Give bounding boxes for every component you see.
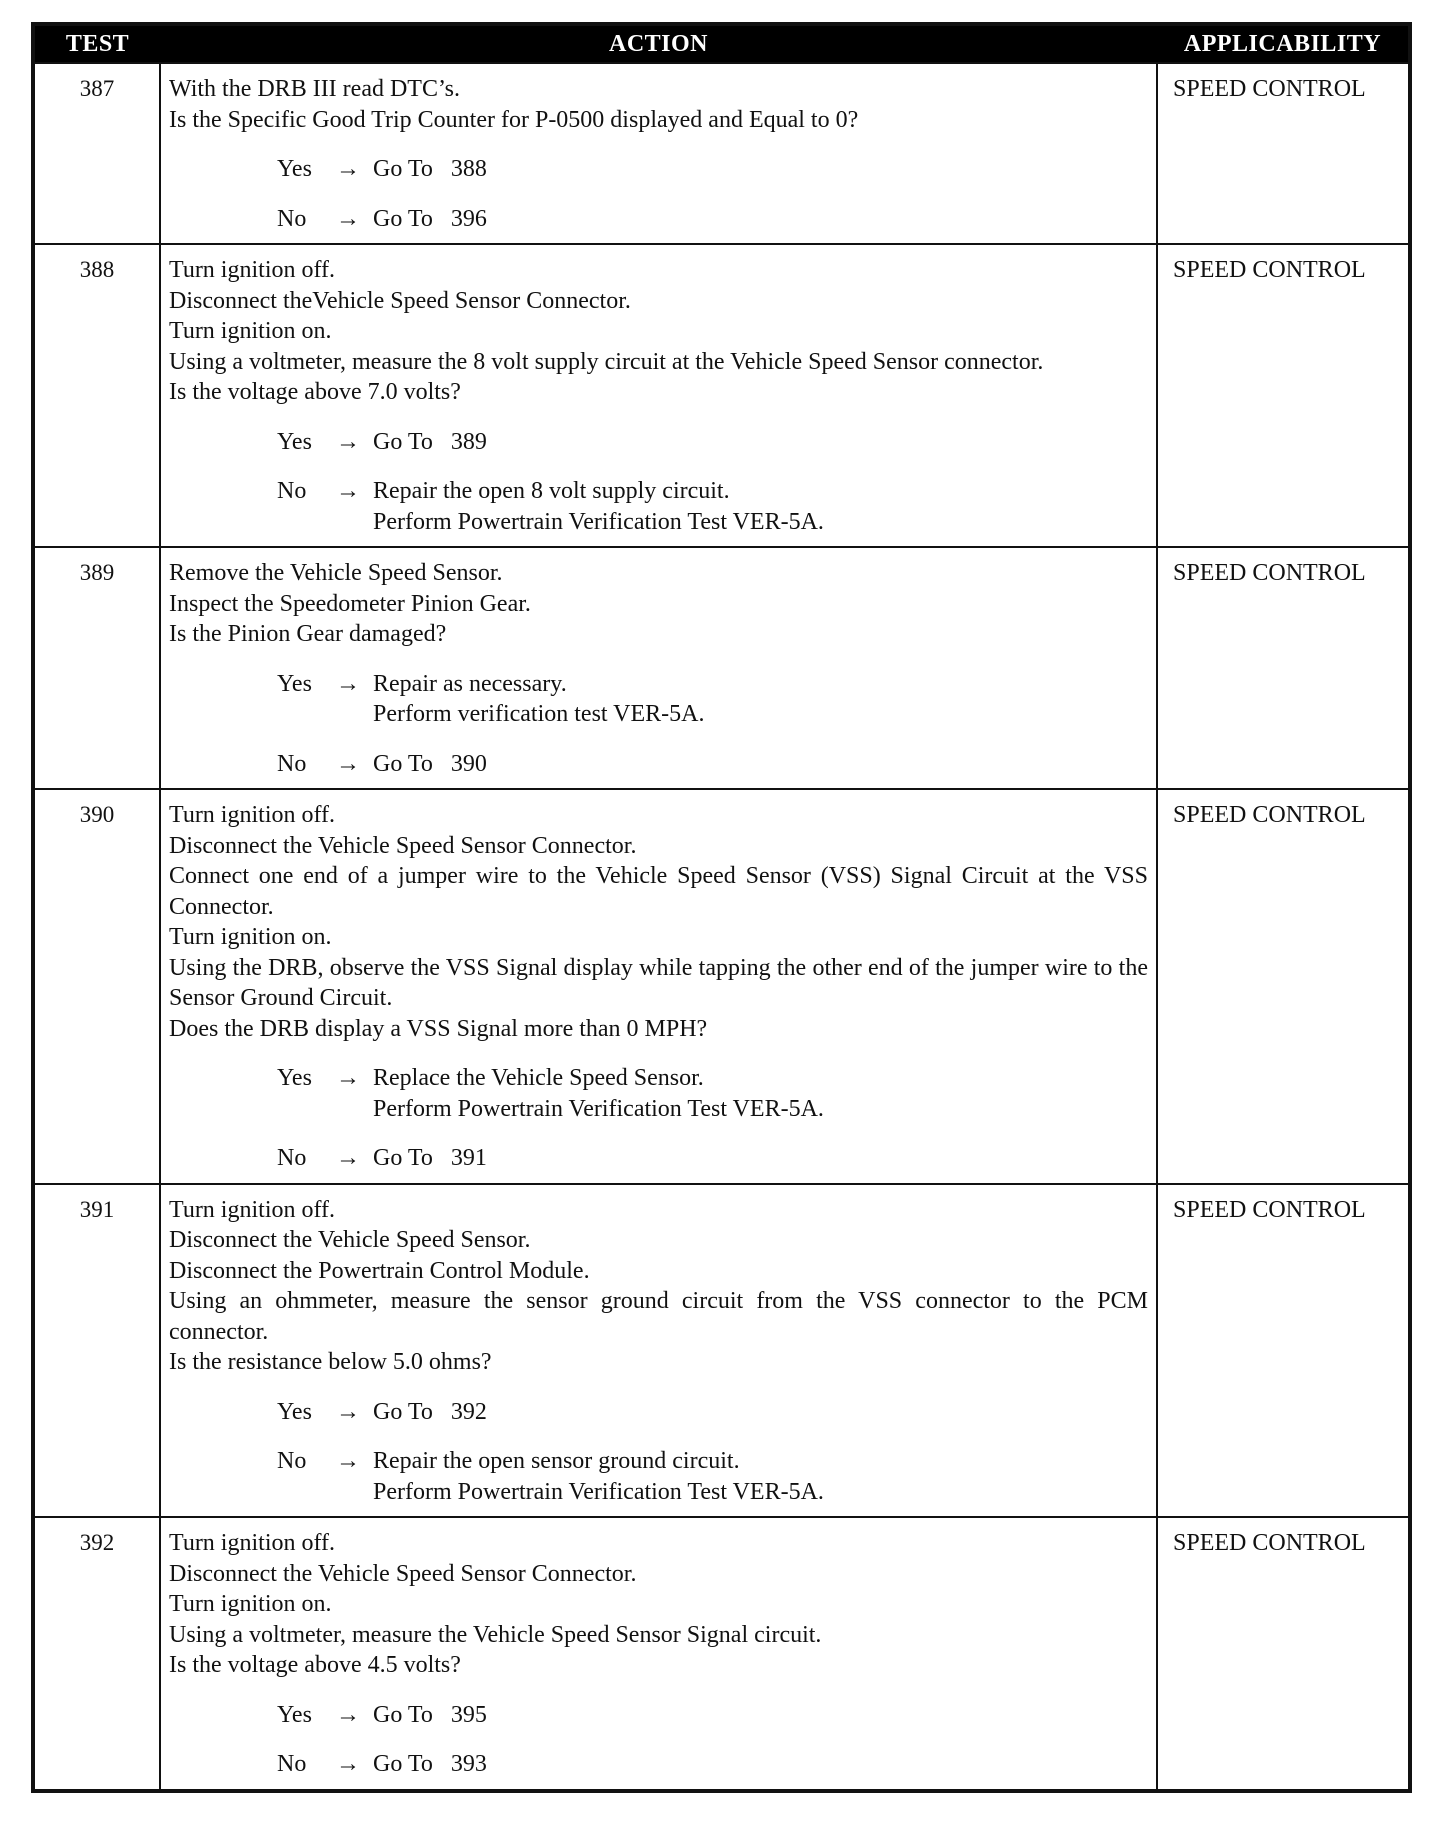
yes-result (373, 1063, 1148, 1124)
table-row (33, 547, 1410, 789)
test-number: 391 (33, 1184, 160, 1518)
action-step: Does the DRB display a VSS Signal more than 0 MPH? (169, 1015, 708, 1042)
action-step: Is the Specific Good Trip Counter for P-0500 displayed and Equal to 0? (169, 106, 859, 133)
action-cell (160, 244, 1157, 547)
result-line: Perform verification test VER-5A. (373, 701, 705, 727)
yes-label: Yes (277, 1065, 312, 1091)
action-step: Turn ignition on. (169, 1591, 332, 1617)
yes-label: Yes (277, 670, 312, 697)
action-step: Turn ignition off. (169, 257, 336, 283)
arrow-right-icon: → (336, 478, 360, 504)
test-number: 392 (33, 1517, 160, 1791)
action-step: Is the voltage above 7.0 volts? (169, 379, 461, 405)
action-step: Is the resistance below 5.0 ohms? (169, 1349, 492, 1375)
yes-result (373, 427, 1148, 458)
answer-block (277, 154, 1148, 234)
yes-answer (277, 1700, 1148, 1731)
action-step: Using the DRB, observe the VSS Signal display while tapping the other end of the jumper wire to the Sensor Ground Circuit. (169, 954, 1148, 1011)
no-answer (277, 204, 1148, 235)
action-cell (160, 1184, 1157, 1518)
result-line: Go To 389 (373, 428, 487, 455)
action-step: Turn ignition on. (169, 924, 332, 950)
action-step: Disconnect the Vehicle Speed Sensor Connector. (169, 1560, 637, 1587)
action-step: Turn ignition off. (169, 1530, 336, 1556)
result-line: Go To 388 (373, 156, 487, 182)
applicability-cell: SPEED CONTROL (1157, 1184, 1410, 1518)
no-answer (277, 476, 1148, 537)
action-step: Connect one end of a jumper wire to the Vehicle Speed Sensor (VSS) Signal Circuit at the VSS Connector. (169, 863, 1148, 920)
arrow-right-icon: → (336, 1751, 360, 1777)
table-row (33, 1517, 1410, 1791)
arrow-right-icon: → (336, 1398, 360, 1425)
header-applicability: APPLICABILITY (1157, 24, 1410, 63)
applicability-cell: SPEED CONTROL (1157, 547, 1410, 789)
result-line: Go To 396 (373, 205, 487, 232)
arrow-right-icon: → (336, 205, 360, 232)
no-label: No (277, 1448, 307, 1474)
arrow-right-icon: → (336, 1448, 360, 1474)
header-test: TEST (33, 24, 160, 63)
action-cell (160, 789, 1157, 1184)
yes-result (373, 1700, 1148, 1731)
answer-block (277, 1063, 1148, 1174)
no-result (373, 476, 1148, 537)
yes-label: Yes (277, 1398, 312, 1425)
table-row (33, 63, 1410, 244)
result-line: Replace the Vehicle Speed Sensor. (373, 1065, 704, 1091)
yes-result (373, 669, 1148, 730)
yes-answer (277, 154, 1148, 185)
action-step: Turn ignition on. (169, 318, 332, 344)
arrow-right-icon: → (336, 1065, 360, 1091)
action-step: Turn ignition off. (169, 1196, 336, 1223)
answer-block (277, 427, 1148, 538)
no-result (373, 749, 1148, 780)
result-line: Go To 393 (373, 1751, 487, 1777)
action-cell (160, 1517, 1157, 1791)
yes-answer (277, 1397, 1148, 1428)
test-number: 388 (33, 244, 160, 547)
no-label: No (277, 478, 307, 504)
action-step: Disconnect the Powertrain Control Module. (169, 1257, 590, 1284)
test-number: 387 (33, 63, 160, 244)
answer-block (277, 1397, 1148, 1508)
action-cell (160, 63, 1157, 244)
no-result (373, 1446, 1148, 1507)
action-step: Turn ignition off. (169, 802, 336, 828)
action-step: Disconnect the Vehicle Speed Sensor Connector. (169, 832, 637, 859)
applicability-cell: SPEED CONTROL (1157, 1517, 1410, 1791)
action-step: Disconnect the Vehicle Speed Sensor. (169, 1227, 531, 1253)
arrow-right-icon: → (336, 750, 360, 777)
applicability-cell: SPEED CONTROL (1157, 63, 1410, 244)
no-label: No (277, 1145, 307, 1171)
yes-answer (277, 1063, 1148, 1124)
table-row (33, 789, 1410, 1184)
action-step: Remove the Vehicle Speed Sensor. (169, 560, 503, 586)
yes-label: Yes (277, 1701, 312, 1728)
table-header (33, 24, 1410, 63)
arrow-right-icon: → (336, 156, 360, 182)
result-line: Perform Powertrain Verification Test VER-5A. (373, 508, 824, 535)
result-line: Repair as necessary. (373, 670, 567, 697)
test-number: 389 (33, 547, 160, 789)
no-result (373, 1143, 1148, 1174)
result-line: Repair the open sensor ground circuit. (373, 1448, 740, 1474)
arrow-right-icon: → (336, 1701, 360, 1728)
header-action: ACTION (160, 24, 1157, 63)
applicability-cell: SPEED CONTROL (1157, 789, 1410, 1184)
yes-result (373, 1397, 1148, 1428)
no-answer (277, 1446, 1148, 1507)
no-answer (277, 1143, 1148, 1174)
action-step: Using an ohmmeter, measure the sensor ground circuit from the VSS connector to the PCM connector. (169, 1288, 1148, 1345)
table-row (33, 244, 1410, 547)
answer-block (277, 669, 1148, 780)
no-label: No (277, 1751, 307, 1777)
answer-block (277, 1700, 1148, 1780)
result-line: Perform Powertrain Verification Test VER-5A. (373, 1095, 824, 1122)
diagnostic-test-sheet (31, 22, 1408, 1793)
yes-answer (277, 669, 1148, 730)
table-row (33, 1184, 1410, 1518)
arrow-right-icon: → (336, 670, 360, 697)
arrow-right-icon: → (336, 1145, 360, 1171)
action-step: Is the voltage above 4.5 volts? (169, 1652, 461, 1678)
result-line: Go To 390 (373, 750, 487, 777)
diagnostic-table (31, 22, 1412, 1793)
applicability-cell: SPEED CONTROL (1157, 244, 1410, 547)
no-label: No (277, 750, 307, 777)
yes-label: Yes (277, 428, 312, 455)
result-line: Go To 395 (373, 1701, 487, 1728)
arrow-right-icon: → (336, 428, 360, 455)
no-result (373, 1749, 1148, 1780)
action-step: Inspect the Speedometer Pinion Gear. (169, 590, 531, 617)
result-line: Perform Powertrain Verification Test VER-5A. (373, 1478, 824, 1505)
result-line: Go To 391 (373, 1145, 487, 1171)
yes-answer (277, 427, 1148, 458)
no-answer (277, 749, 1148, 780)
action-step: Using a voltmeter, measure the 8 volt supply circuit at the Vehicle Speed Sensor connector. (169, 348, 1044, 375)
yes-label: Yes (277, 156, 312, 182)
table-body (33, 63, 1410, 1791)
test-number: 390 (33, 789, 160, 1184)
yes-result (373, 154, 1148, 185)
result-line: Repair the open 8 volt supply circuit. (373, 478, 730, 504)
action-step: Using a voltmeter, measure the Vehicle Speed Sensor Signal circuit. (169, 1621, 822, 1648)
no-answer (277, 1749, 1148, 1780)
action-cell (160, 547, 1157, 789)
action-step: With the DRB III read DTC’s. (169, 76, 460, 102)
no-label: No (277, 205, 307, 232)
action-step: Is the Pinion Gear damaged? (169, 621, 447, 647)
no-result (373, 204, 1148, 235)
result-line: Go To 392 (373, 1398, 487, 1425)
action-step: Disconnect theVehicle Speed Sensor Connector. (169, 287, 631, 314)
